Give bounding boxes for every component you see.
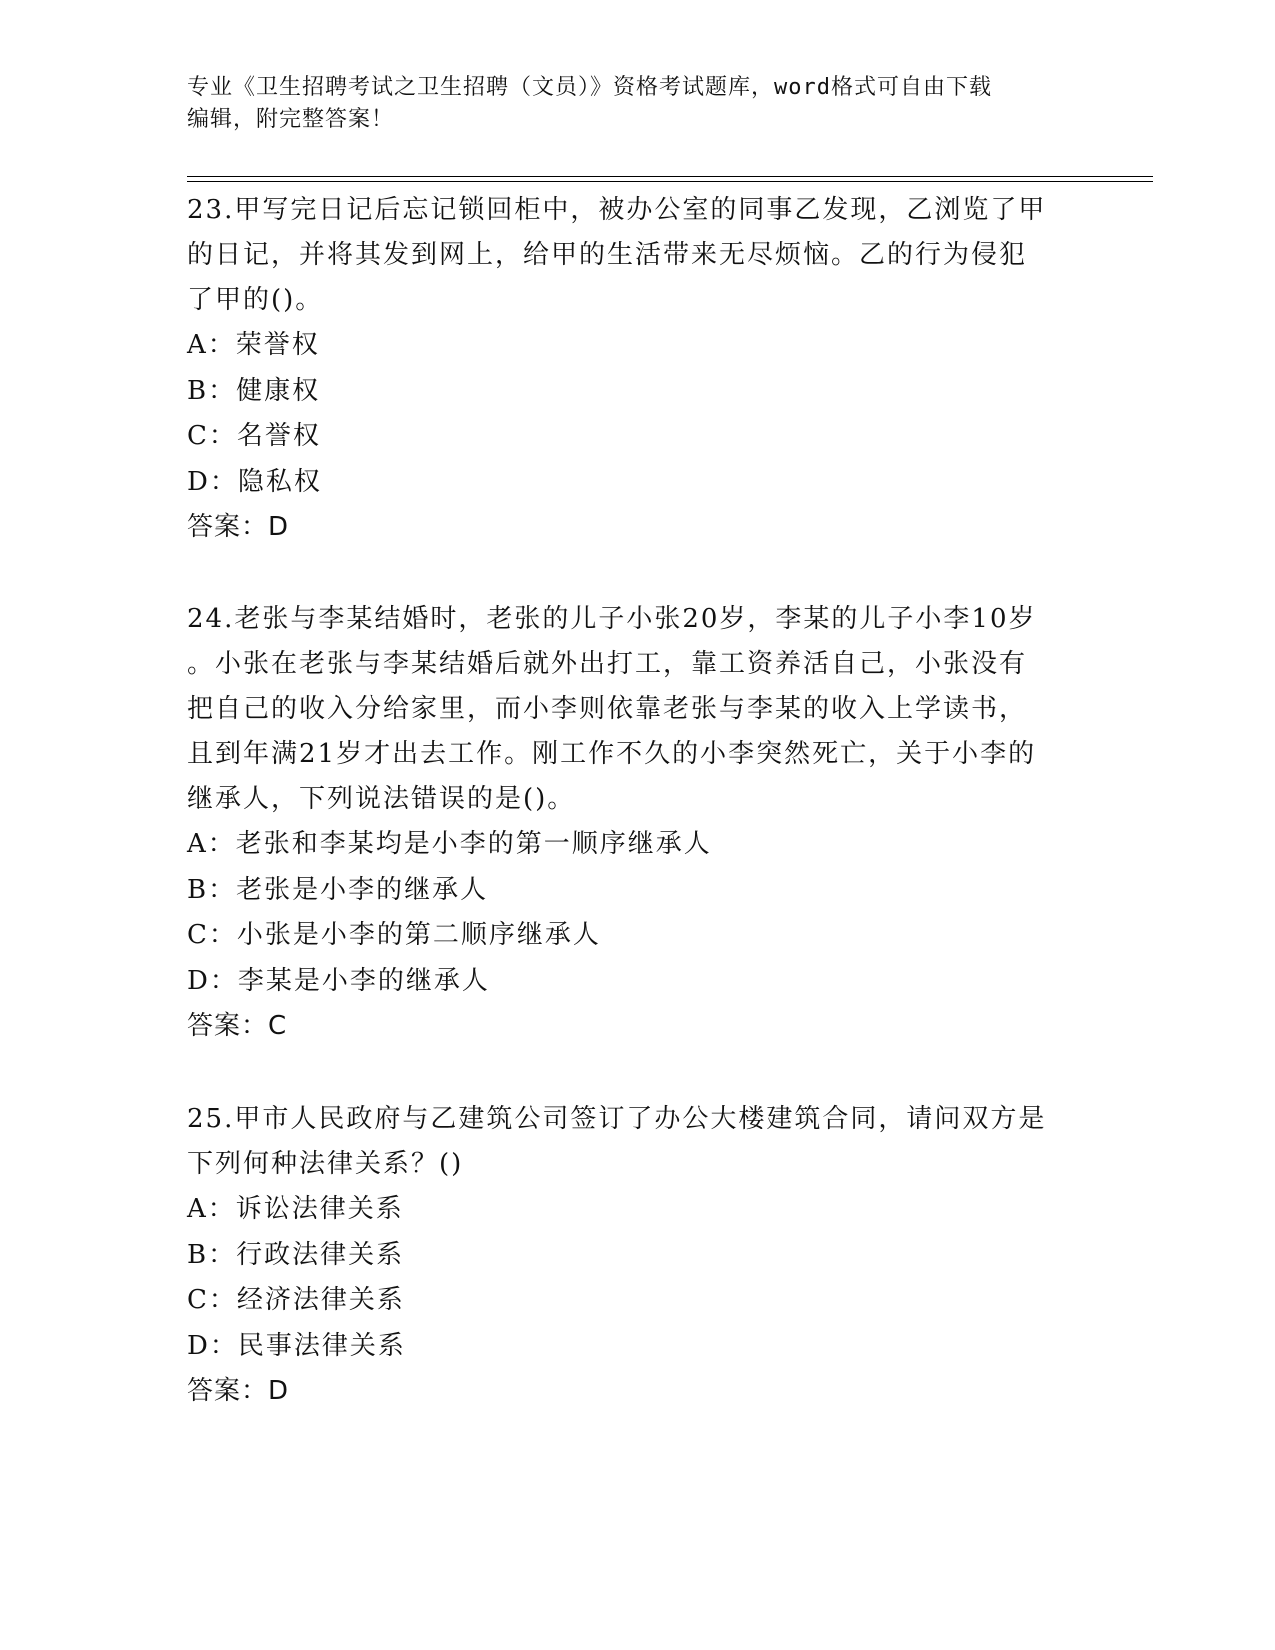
question-stem-line: 下列何种法律关系？() <box>187 1149 464 1179</box>
header-line: 专业《卫生招聘考试之卫生招聘（文员）》资格考试题库，word格式可自由下载 <box>187 75 992 100</box>
option-d: D：李某是小李的继承人 <box>187 965 490 996</box>
question-24 <box>187 597 1087 1049</box>
option-b: B：行政法律关系 <box>187 1239 405 1270</box>
option-c: C：经济法律关系 <box>187 1285 405 1315</box>
question-stem-line: 的日记，并将其发到网上，给甲的生活带来无尽烦恼。乙的行为侵犯 <box>187 240 1028 270</box>
option-b: B：老张是小李的继承人 <box>187 874 489 905</box>
header-line: 编辑，附完整答案！ <box>187 107 395 132</box>
option-c: C：小张是小李的第二顺序继承人 <box>187 920 601 950</box>
option-d: D：隐私权 <box>187 466 322 497</box>
option-a: A：荣誉权 <box>187 330 320 360</box>
question-stem-line: 。小张在老张与李某结婚后就外出打工，靠工资养活自己，小张没有 <box>187 649 1028 679</box>
question-stem-line: 24.老张与李某结婚时，老张的儿子小张20岁，李某的儿子小李10岁 <box>187 604 1037 634</box>
header-divider-bottom <box>187 181 1153 182</box>
question-23 <box>187 188 1087 550</box>
answer-line: 答案：C <box>187 1011 288 1041</box>
option-b: B：健康权 <box>187 375 321 406</box>
question-stem-line: 了甲的()。 <box>187 285 324 315</box>
document-header <box>187 72 1087 136</box>
question-25 <box>187 1097 1087 1414</box>
option-a: A：老张和李某均是小李的第一顺序继承人 <box>187 829 712 859</box>
question-stem-line: 把自己的收入分给家里，而小李则依靠老张与李某的收入上学读书， <box>187 694 1028 724</box>
question-stem-line: 25.甲市人民政府与乙建筑公司签订了办公大楼建筑合同，请问双方是 <box>187 1104 1047 1134</box>
header-divider-top <box>187 176 1153 177</box>
question-stem-line: 且到年满21岁才出去工作。刚工作不久的小李突然死亡，关于小李的 <box>187 739 1037 769</box>
question-stem-line: 继承人，下列说法错误的是()。 <box>187 784 576 814</box>
option-c: C：名誉权 <box>187 421 321 451</box>
answer-line: 答案：D <box>187 1376 290 1406</box>
option-d: D：民事法律关系 <box>187 1330 406 1361</box>
question-stem-line: 23.甲写完日记后忘记锁回柜中，被办公室的同事乙发现，乙浏览了甲 <box>187 195 1047 225</box>
option-a: A：诉讼法律关系 <box>187 1194 404 1224</box>
answer-line: 答案：D <box>187 512 290 542</box>
